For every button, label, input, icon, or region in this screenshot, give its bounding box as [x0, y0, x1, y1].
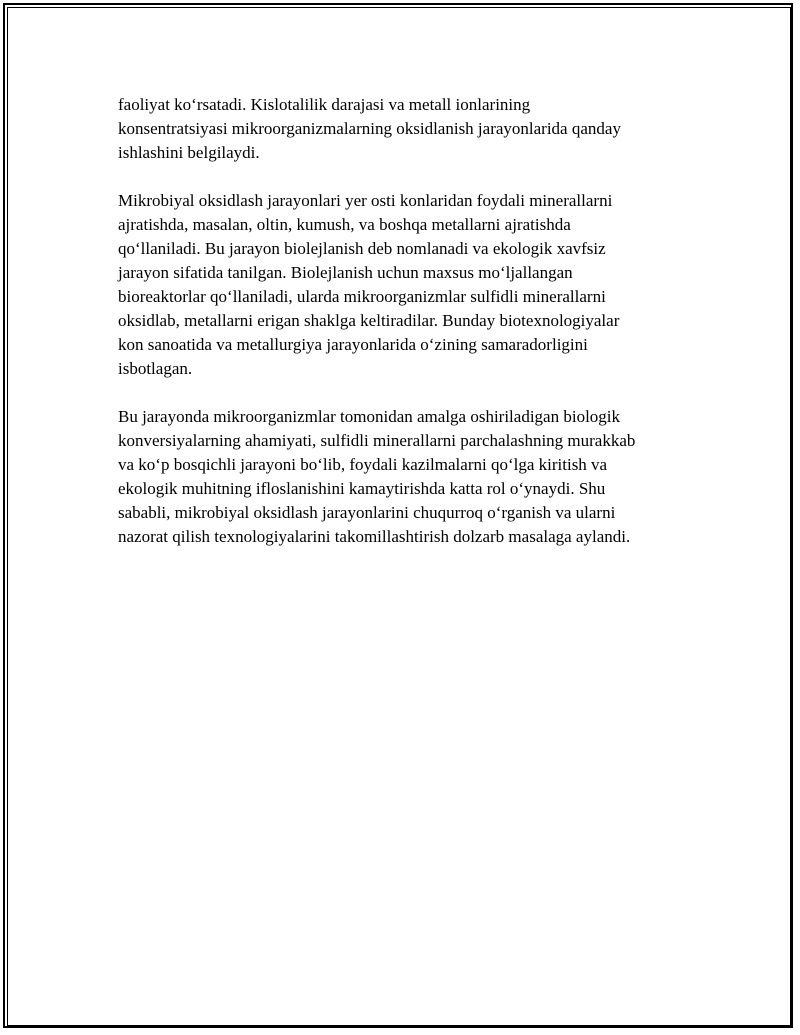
paragraph-2 [118, 189, 698, 381]
document-body [118, 93, 698, 573]
text-line: bioreaktorlar qo‘llaniladi, ularda mikroorganizmlar sulfidli minerallarni [118, 287, 606, 306]
text-line: ajratishda, masalan, oltin, kumush, va boshqa metallarni ajratishda [118, 215, 571, 234]
text-line: Mikrobiyal oksidlash jarayonlari yer osti konlaridan foydali minerallarni [118, 191, 613, 210]
text-line: kon sanoatida va metallurgiya jarayonlarida o‘zining samaradorligini [118, 335, 588, 354]
text-line: ekologik muhitning ifloslanishini kamaytirishda katta rol o‘ynaydi. Shu [118, 479, 606, 498]
paragraph-1 [118, 93, 698, 165]
text-line: isbotlagan. [118, 359, 193, 378]
paragraph-3 [118, 405, 698, 549]
text-line: konversiyalarning ahamiyati, sulfidli minerallarni parchalashning murakkab [118, 431, 636, 450]
text-line: oksidlab, metallarni erigan shaklga keltiradilar. Bunday biotexnologiyalar [118, 311, 620, 330]
text-line: qo‘llaniladi. Bu jarayon biolejlanish deb nomlanadi va ekologik xavfsiz [118, 239, 606, 258]
text-line: nazorat qilish texnologiyalarini takomillashtirish dolzarb masalaga aylandi. [118, 527, 631, 546]
text-line: jarayon sifatida tanilgan. Biolejlanish uchun maxsus mo‘ljallangan [118, 263, 573, 282]
text-line: ishlashini belgilaydi. [118, 143, 260, 162]
text-line: sababli, mikrobiyal oksidlash jarayonlarini chuqurroq o‘rganish va ularni [118, 503, 616, 522]
text-line: va ko‘p bosqichli jarayoni bo‘lib, foydali kazilmalarni qo‘lga kiritish va [118, 455, 608, 474]
text-line: Bu jarayonda mikroorganizmlar tomonidan amalga oshiriladigan biologik [118, 407, 621, 426]
text-line: faoliyat ko‘rsatadi. Kislotalilik darajasi va metall ionlarining [118, 95, 531, 114]
text-line: konsentratsiyasi mikroorganizmalarning oksidlanish jarayonlarida qanday [118, 119, 621, 138]
